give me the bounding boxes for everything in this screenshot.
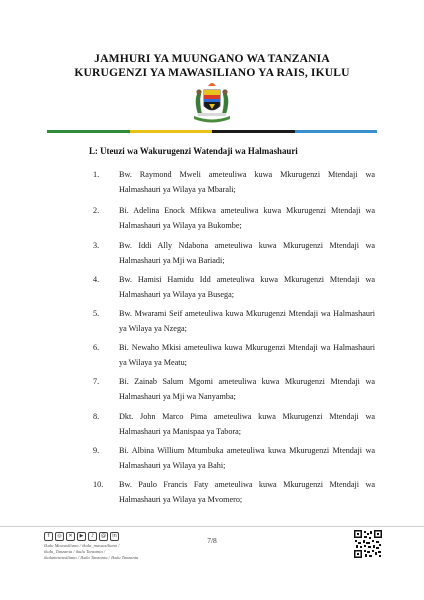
header-title-line1: JAMHURI YA MUUNGANO WA TANZANIA — [94, 52, 330, 65]
header-title-line2: KURUGENZI YA MAWASILIANO YA RAIS, IKULU — [74, 66, 350, 79]
stripe-black — [212, 130, 295, 133]
facebook-icon[interactable]: f — [44, 532, 53, 541]
twitter-icon[interactable]: ✕ — [66, 532, 75, 541]
list-item-number: 8. — [93, 412, 100, 421]
list-item-number: 4. — [93, 275, 100, 284]
list-item-text: Bw. Mwarami Seif ameteuliwa kuwa Mkurugenzi Mtendaji wa Halmashauri ya Wilaya ya Nzega; — [119, 309, 375, 334]
list-item-number: 6. — [93, 343, 100, 352]
section-title: L: Uteuzi wa Wakurugenzi Watendaji wa Halmashauri — [89, 146, 298, 156]
page-number: 7/8 — [207, 536, 217, 545]
list-item-text: Bw. Iddi Ally Ndabona ameteuliwa kuwa Mkurugenzi Mtendaji wa Halmashauri ya Mji wa Bariadi; — [119, 241, 375, 266]
list-item-text: Bi. Albina Willium Mtumbuka ameteuliwa kuwa Mkurugenzi Mtendaji wa Halmashauri ya Wilaya ya Bahi; — [119, 446, 375, 471]
list-item-text: Bw. Hamisi Hamidu Idd ameteuliwa kuwa Mkurugenzi Mtendaji wa Halmashauri ya Wilaya ya Busega; — [119, 275, 375, 300]
list-item-number: 1. — [93, 170, 100, 179]
handle-line: ikulumawasiliano / Ikulu Tanzania / Ikulu Tanzania — [44, 555, 139, 561]
stripe-yellow — [130, 130, 213, 133]
footer-divider — [0, 526, 424, 527]
list-item-number: 7. — [93, 377, 100, 386]
list-item-text: Bw. Raymond Mweli ameteuliwa kuwa Mkurugenzi Mtendaji wa Halmashauri ya Wilaya ya Mbarali; — [119, 170, 375, 195]
list-item-number: 10. — [93, 480, 104, 489]
list-item-text: Bw. Paulo Francis Faty ameteuliwa kuwa Mkurugenzi Mtendaji wa Halmashauri ya Wilaya ya Mvomero; — [119, 480, 375, 505]
tiktok-icon[interactable]: ♪ — [88, 532, 97, 541]
linkedin-icon[interactable]: in — [110, 532, 119, 541]
qr-code-icon — [354, 530, 382, 558]
list-item-number: 9. — [93, 446, 100, 455]
list-item-text: Bi. Zainab Salum Mgomi ameteuliwa kuwa Mkurugenzi Mtendaji wa Halmashauri ya Mji wa Nanyamba; — [119, 377, 375, 402]
color-stripe-divider — [47, 130, 377, 133]
list-item-number: 2. — [93, 206, 100, 215]
threads-icon[interactable]: @ — [101, 533, 106, 539]
list-item-text: Bi. Adelina Enock Mfikwa ameteuliwa kuwa Mkurugenzi Mtendaji wa Halmashauri ya Wilaya ya Bukombe; — [119, 206, 375, 231]
youtube-icon[interactable]: ▶ — [77, 532, 86, 541]
handle-line: Ikulu Mawasiliano / ikulu_mawasiliano / — [44, 543, 120, 548]
instagram-icon[interactable]: ◎ — [55, 532, 64, 541]
stripe-green — [47, 130, 130, 133]
handle-line: ikulu_Tanzania / ikulu Tanzania / — [44, 549, 106, 555]
coat-of-arms-icon — [188, 80, 236, 126]
social-handles — [44, 543, 138, 562]
list-item-number: 3. — [93, 241, 100, 250]
stripe-blue — [295, 130, 378, 133]
list-item-text: Dkt. John Marco Pima ameteuliwa kuwa Mkurugenzi Mtendaji wa Halmashauri ya Manispaa ya Tabora; — [119, 412, 375, 437]
list-item-number: 5. — [93, 309, 100, 318]
list-item-text: Bi. Newaho Mkisi ameteuliwa kuwa Mkurugenzi Mtendaji wa Halmashauri ya Wilaya ya Meatu; — [119, 343, 375, 368]
